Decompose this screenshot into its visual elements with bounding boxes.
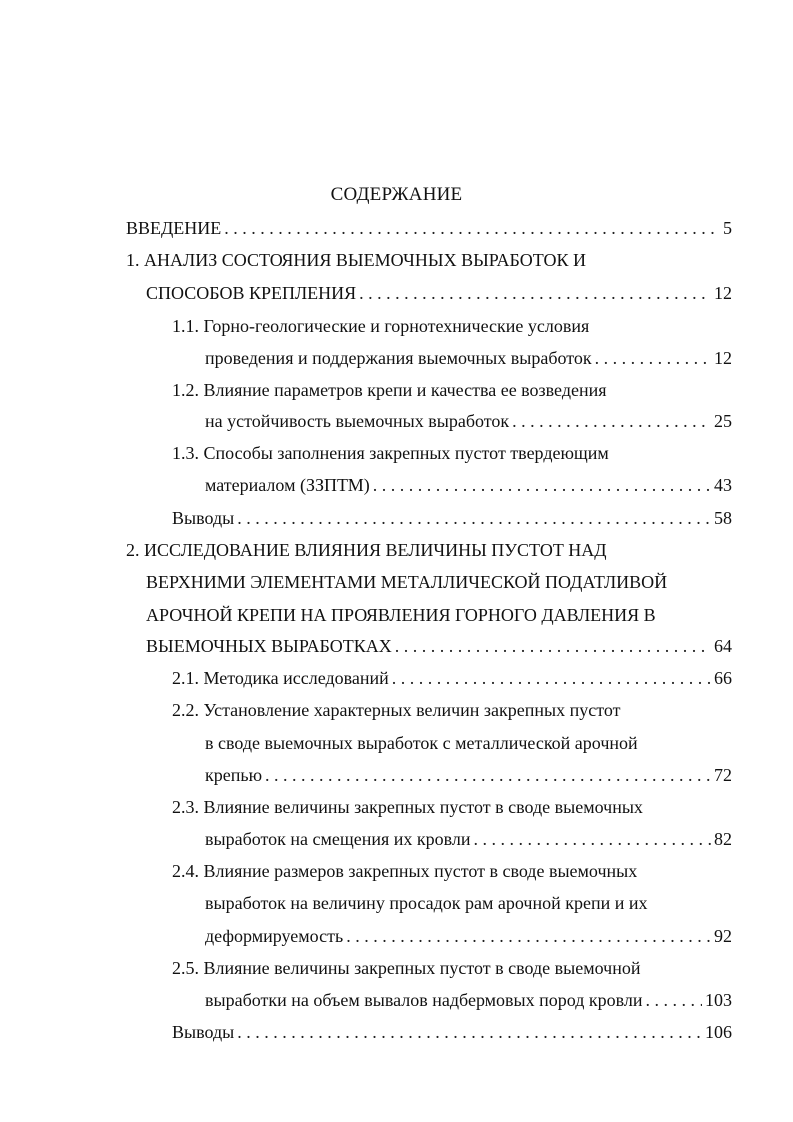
toc-entry-page: 66 [714, 668, 732, 688]
toc-entry-text: выработок на смещения их кровли [205, 829, 471, 849]
toc-entry-2-5-cont [205, 984, 732, 1016]
toc-entry-2-4-cont-a [205, 887, 648, 919]
toc-entry-2-1 [172, 662, 732, 694]
toc-entry-page: 82 [714, 829, 732, 849]
dot-leader [512, 405, 711, 437]
toc-entry-page: 43 [714, 475, 732, 495]
dot-leader [237, 502, 711, 534]
toc-entry-2-2-cont-b [205, 759, 732, 791]
toc-entry-2-2 [172, 694, 621, 726]
toc-entry-text: ВЕРХНИМИ ЭЛЕМЕНТАМИ МЕТАЛЛИЧЕСКОЙ ПОДАТЛИВОЙ [146, 572, 668, 592]
dot-leader [646, 984, 702, 1016]
dot-leader [392, 662, 711, 694]
toc-entry-text: ВВЕДЕНИЕ [126, 218, 222, 238]
toc-entry-text: 1. АНАЛИЗ СОСТОЯНИЯ ВЫЕМОЧНЫХ ВЫРАБОТОК И [126, 250, 586, 270]
toc-entry-2-3 [172, 791, 643, 823]
toc-entry-introduction [126, 212, 732, 244]
toc-entry-text: Выводы [172, 508, 235, 528]
toc-entry-1-3 [172, 437, 609, 469]
toc-entry-text: 1.2. Влияние параметров крепи и качества ее возведения [172, 380, 607, 400]
toc-entry-page: 103 [705, 990, 732, 1010]
dot-leader [265, 759, 711, 791]
dot-leader [346, 920, 711, 952]
dot-leader [237, 1016, 702, 1048]
toc-entry-page: 5 [723, 218, 732, 238]
toc-entry-text: Выводы [172, 1022, 235, 1042]
toc-entry-page: 12 [714, 348, 732, 368]
toc-entry-text: выработки на объем вывалов надбермовых пород кровли [205, 990, 643, 1010]
toc-entry-2-3-cont [205, 823, 732, 855]
toc-entry-page: 58 [714, 508, 732, 528]
toc-entry-1-2-cont [205, 405, 732, 437]
toc-entry-text: ВЫЕМОЧНЫХ ВЫРАБОТКАХ [146, 636, 392, 656]
toc-entry-text: деформируемость [205, 926, 344, 946]
toc-entry-conclusions-1 [172, 502, 732, 534]
dot-leader [595, 342, 711, 374]
toc-entry-text: 2.4. Влияние размеров закрепных пустот в своде выемочных [172, 861, 638, 881]
toc-entry-chapter-1 [126, 244, 586, 276]
toc-entry-text: 1.3. Способы заполнения закрепных пустот твердеющим [172, 443, 609, 463]
toc-entry-page: 25 [714, 411, 732, 431]
toc-entry-text: в своде выемочных выработок с металлической арочной [205, 733, 638, 753]
toc-entry-2-4-cont-b [205, 920, 732, 952]
toc-entry-text: 2. ИССЛЕДОВАНИЕ ВЛИЯНИЯ ВЕЛИЧИНЫ ПУСТОТ НАД [126, 540, 607, 560]
toc-entry-chapter-2 [126, 534, 607, 566]
toc-entry-text: 2.3. Влияние величины закрепных пустот в своде выемочных [172, 797, 643, 817]
dot-leader [224, 212, 720, 244]
toc-entry-text: проведения и поддержания выемочных выработок [205, 348, 592, 368]
toc-entry-chapter-2-cont-c [146, 630, 732, 662]
toc-entry-page: 106 [705, 1022, 732, 1042]
toc-entry-chapter-2-cont-b [146, 599, 656, 631]
toc-entry-chapter-1-cont [146, 277, 732, 309]
toc-entry-page: 64 [714, 636, 732, 656]
toc-entry-text: СПОСОБОВ КРЕПЛЕНИЯ [146, 283, 357, 303]
toc-entry-chapter-2-cont-a [146, 566, 667, 598]
toc-entry-text: 2.1. Методика исследований [172, 668, 389, 688]
dot-leader [359, 277, 711, 309]
toc-entry-1-1 [172, 310, 589, 342]
toc-entry-text: 2.5. Влияние величины закрепных пустот в своде выемочной [172, 958, 641, 978]
toc-entry-text: 1.1. Горно-геологические и горнотехнические условия [172, 316, 590, 336]
toc-entry-2-4 [172, 855, 637, 887]
toc-entry-text: крепью [205, 765, 263, 785]
toc-entry-page: 72 [714, 765, 732, 785]
toc-entry-2-2-cont-a [205, 727, 638, 759]
toc-entry-1-3-cont [205, 469, 732, 501]
toc-entry-page: 92 [714, 926, 732, 946]
toc-entry-text: выработок на величину просадок рам арочной крепи и их [205, 893, 648, 913]
dot-leader [474, 823, 711, 855]
toc-entry-text: АРОЧНОЙ КРЕПИ НА ПРОЯВЛЕНИЯ ГОРНОГО ДАВЛЕНИЯ В [146, 605, 656, 625]
toc-entry-2-5 [172, 952, 640, 984]
toc-entry-conclusions-2 [172, 1016, 732, 1048]
toc-entry-text: материалом (ЗЗПТМ) [205, 475, 370, 495]
toc-entry-1-2 [172, 374, 607, 406]
dot-leader [373, 469, 711, 501]
toc-entry-text: на устойчивость выемочных выработок [205, 411, 510, 431]
toc-entry-text: 2.2. Установление характерных величин закрепных пустот [172, 700, 621, 720]
toc-entry-page: 12 [714, 283, 732, 303]
toc-title: СОДЕРЖАНИЕ [330, 184, 463, 205]
toc-entry-1-1-cont [205, 342, 732, 374]
dot-leader [395, 630, 711, 662]
